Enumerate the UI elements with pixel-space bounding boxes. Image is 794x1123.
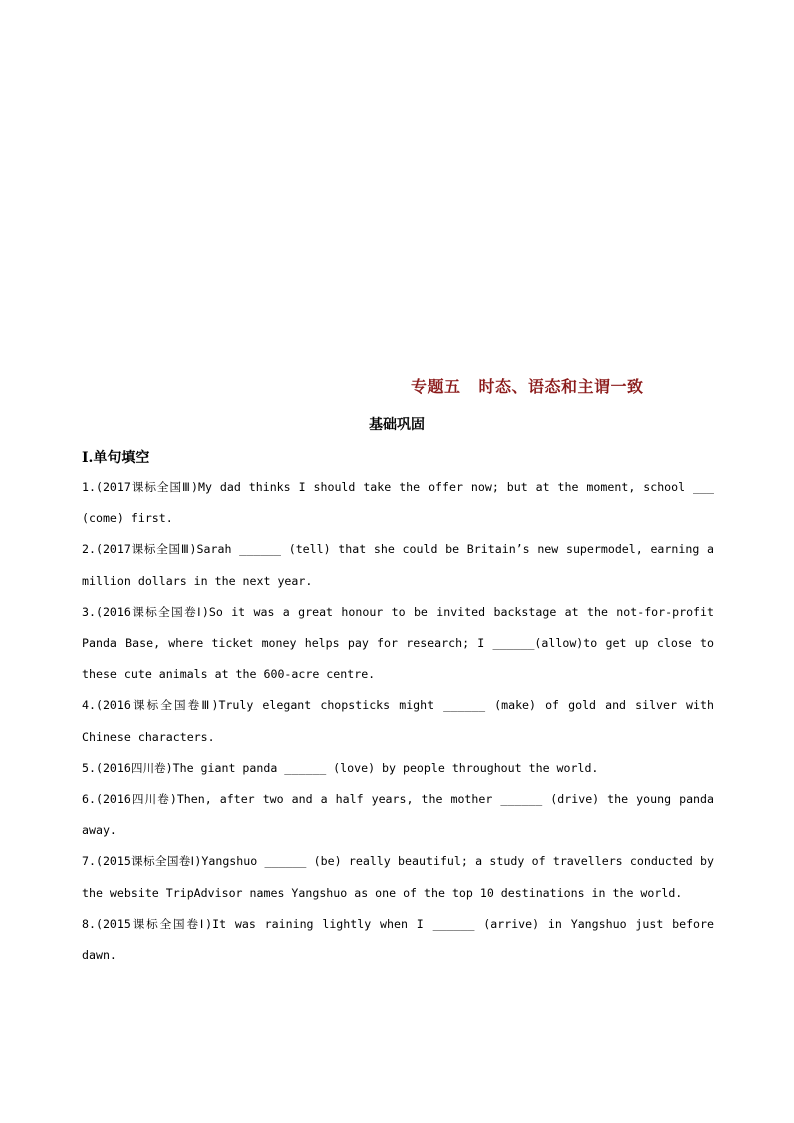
question-source: 2.(2017课标全国Ⅲ) — [82, 542, 197, 557]
question-text: It was raining lightly when I ______ (arrive) in Yangshuo just before dawn. — [82, 916, 714, 963]
title-topic-name: 时态、语态和主谓一致 — [478, 377, 644, 396]
page-title — [411, 374, 741, 397]
question-source: 4.(2016课标全国卷Ⅲ) — [82, 698, 219, 713]
question-source: 8.(2015课标全国卷Ⅰ) — [82, 916, 213, 931]
question-4 — [82, 690, 714, 752]
question-5 — [82, 753, 714, 784]
section-heading: 基础巩固 — [369, 417, 425, 433]
question-source: 6.(2016四川卷) — [82, 792, 177, 807]
title-topic-number: 专题五 — [411, 377, 461, 396]
question-text: Sarah ______ (tell) that she could be Britain’s new supermodel, earning a million dollars in the next year. — [82, 542, 714, 588]
question-3 — [82, 597, 714, 691]
question-text: So it was a great honour to be invited backstage at the not-for-profit Panda Base, where ticket money helps pay for research; I ______(allow)to get up close to these cute animals at the 600-acre centre. — [82, 604, 714, 682]
question-1 — [82, 472, 714, 534]
part-heading: Ⅰ.单句填空 — [82, 450, 150, 466]
question-2 — [82, 534, 714, 596]
question-text: Then, after two and a half years, the mother ______ (drive) the young panda away. — [82, 792, 714, 838]
question-6 — [82, 784, 714, 846]
question-8 — [82, 909, 714, 971]
question-7 — [82, 846, 714, 908]
question-source: 7.(2015课标全国卷Ⅰ) — [82, 854, 202, 869]
question-list — [82, 472, 714, 971]
question-text: Yangshuo ______ (be) really beautiful; a study of travellers conducted by the website TripAdvisor names Yangshuo as one of the top 10 destinations in the world. — [82, 854, 715, 900]
question-source: 3.(2016课标全国卷Ⅰ) — [82, 604, 209, 619]
question-text: The giant panda ______ (love) by people throughout the world. — [172, 760, 599, 775]
question-text: Truly elegant chopsticks might ______ (make) of gold and silver with Chinese characters. — [82, 698, 714, 744]
question-source: 1.(2017课标全国Ⅲ) — [82, 480, 198, 494]
question-source: 5.(2016四川卷) — [82, 760, 173, 775]
question-text: My dad thinks I should take the offer now; but at the moment, school ___ (come) first. — [82, 480, 714, 526]
